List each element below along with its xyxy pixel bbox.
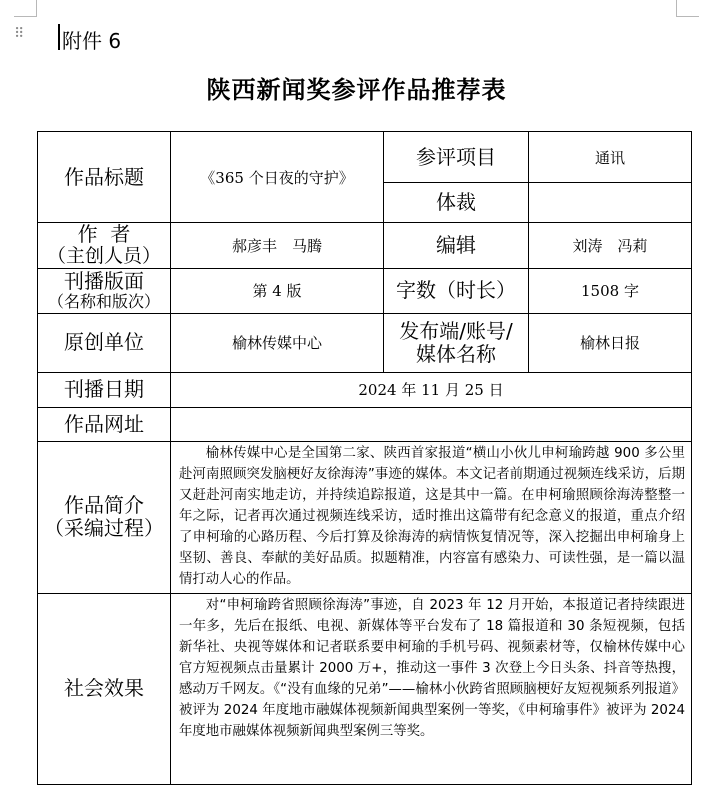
summary-text-cell[interactable] (171, 441, 692, 593)
document-title: 陕西新闻奖参评作品推荐表 (206, 76, 507, 104)
text-cursor (58, 24, 60, 50)
word-count-value[interactable]: 1508 字 (529, 268, 692, 313)
impact-text: 对“申柯瑜跨省照顾徐海涛”事迹，自 2023 年 12 月开始，本报道记者持续跟进一年多，先后在报纸、电视、新媒体等平台发布了 18 篇报道和 30 条短视频，包括新华社、央视等媒体和记者联系要申柯瑜的手机号码、视频素材等，仅榆林传媒中心官方短视频点击量累计 2000 万+，推动这一事件 3 次登上今日头条、抖音等热搜，感动万千网友。《“没有血缘的兄弟”——榆林小伙跨省照顾脑梗好友短视频系列报道》被评为 2024 年度地市融媒体视频新闻典型案例一等奖，《申柯瑜事件》被评为 2024 年度地市融媒体视频新闻典型案例三等奖。 (179, 597, 685, 739)
author-label-main: 作 者 (77, 222, 131, 246)
recommendation-form-table (37, 131, 692, 785)
edition-label-main: 刊播版面 (64, 269, 144, 294)
page-corner-mark-right (676, 0, 699, 17)
publish-date-value[interactable]: 2024 年 11 月 25 日 (171, 372, 692, 407)
unit-label: 原创单位 (38, 313, 171, 372)
work-title-label: 作品标题 (38, 132, 171, 223)
publisher-label-line2: 媒体名称 (416, 341, 496, 366)
genre-label: 体裁 (384, 183, 529, 223)
author-value[interactable]: 郝彦丰 马腾 (171, 223, 384, 269)
impact-label: 社会效果 (38, 593, 171, 784)
category-label: 参评项目 (384, 132, 529, 183)
author-label-sub: （主创人员） (46, 245, 161, 267)
edition-value[interactable]: 第 4 版 (171, 268, 384, 313)
work-title-value[interactable]: 《365 个日夜的守护》 (171, 132, 384, 223)
editor-value[interactable]: 刘涛 冯莉 (529, 223, 692, 269)
editor-label: 编辑 (384, 223, 529, 269)
publish-date-label: 刊播日期 (38, 372, 171, 407)
impact-text-cell[interactable] (171, 593, 692, 784)
category-value[interactable]: 通讯 (529, 132, 692, 183)
author-label (38, 223, 171, 269)
edition-label (38, 268, 171, 313)
page-corner-mark-left (14, 0, 37, 17)
unit-value[interactable]: 榆林传媒中心 (171, 313, 384, 372)
url-value[interactable] (171, 407, 692, 441)
word-count-label: 字数（时长） (384, 268, 529, 313)
summary-label (38, 441, 171, 593)
summary-label-line1: 作品简介 (64, 493, 144, 518)
drag-handle-icon[interactable]: ⠿ (14, 26, 23, 42)
publisher-label-line1: 发布端/账号/ (399, 318, 513, 343)
genre-value[interactable] (529, 183, 692, 223)
publisher-value[interactable]: 榆林日报 (529, 313, 692, 372)
url-label: 作品网址 (38, 407, 171, 441)
summary-label-line2: （采编过程） (44, 516, 164, 541)
attachment-label: 附件 6 (62, 29, 122, 53)
edition-label-sub: （名称和版次） (47, 292, 160, 312)
summary-text: 榆林传媒中心是全国第二家、陕西首家报道“横山小伙儿申柯瑜跨越 900 多公里赴河南照顾突发脑梗好友徐海涛”事迹的媒体。本文记者前期通过视频连线采访，后期又赶赴河南实地走访，并持续追踪报道，这是其中一篇。在申柯瑜照顾徐海涛整整一年之际，记者再次通过视频连线采访，适时推出这篇带有纪念意义的报道，重点介绍了申柯瑜的心路历程、今后打算及徐海涛的病情恢复情况等，深入挖掘出申柯瑜身上坚韧、善良、奉献的美好品质。拟题精准，内容富有感染力、可读性强，是一篇以温情打动人心的作品。 (179, 445, 685, 587)
publisher-label (384, 313, 529, 372)
